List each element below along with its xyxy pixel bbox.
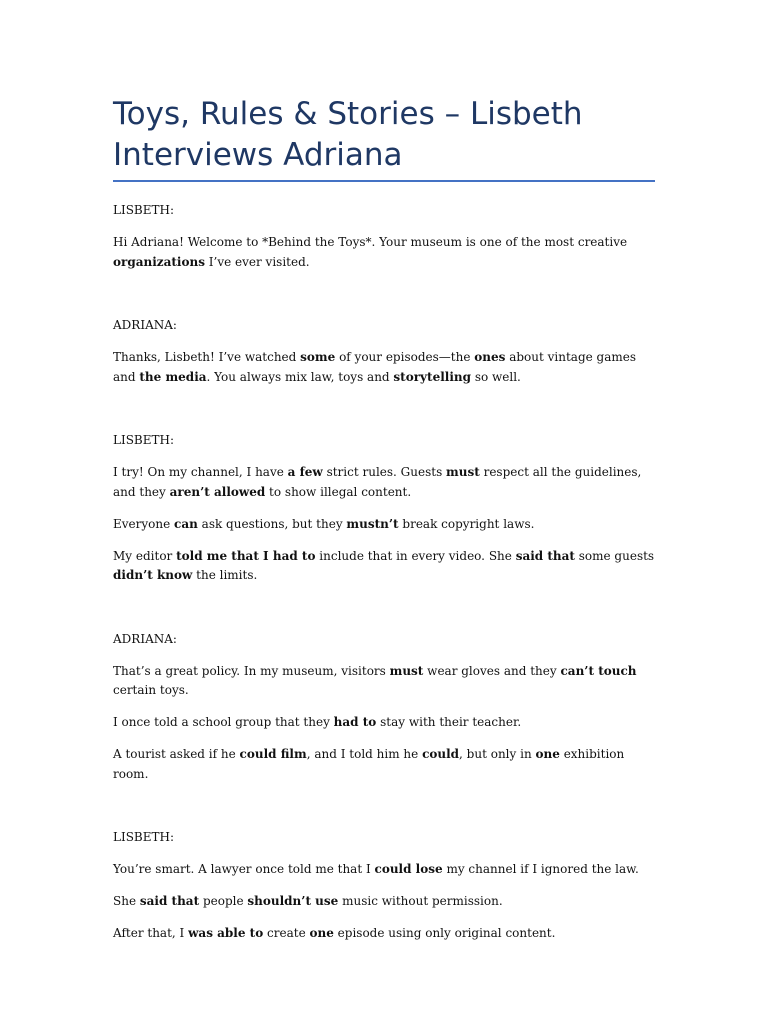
text-run: people bbox=[199, 894, 248, 908]
highlighted-phrase: organizations bbox=[113, 254, 205, 269]
speaker-label: ADRIANA: bbox=[113, 318, 177, 332]
highlighted-phrase: can bbox=[174, 516, 198, 531]
text-run: A tourist asked if he bbox=[113, 747, 240, 761]
text-run: stay with their teacher. bbox=[376, 715, 522, 729]
text-run: That’s a great policy. In my museum, visitors bbox=[113, 663, 390, 678]
dialogue-paragraph bbox=[113, 348, 658, 387]
text-run: music without permission. bbox=[338, 894, 503, 908]
highlighted-phrase: ones bbox=[474, 350, 506, 364]
text-run: certain toys. bbox=[113, 683, 189, 697]
speaker-label: ADRIANA: bbox=[113, 631, 177, 646]
text-run: include that in every video. She bbox=[315, 548, 516, 563]
text-run: respect all the guidelines, and they bbox=[113, 465, 642, 499]
title-underline bbox=[113, 180, 655, 182]
text-run: I’ve ever visited. bbox=[204, 254, 310, 269]
text-run: of your episodes—the bbox=[335, 350, 475, 364]
text-run: My editor bbox=[113, 548, 177, 563]
dialogue-paragraph bbox=[113, 713, 658, 733]
speaker-label: LISBETH: bbox=[113, 433, 175, 447]
highlighted-phrase: said that bbox=[139, 894, 200, 908]
text-run: ask questions, but they bbox=[197, 516, 347, 531]
text-run: I once told a school group that they bbox=[113, 715, 334, 729]
text-run: create bbox=[263, 926, 310, 940]
text-run: exhibition room. bbox=[113, 747, 625, 781]
text-run: about vintage games and bbox=[113, 350, 637, 384]
highlighted-phrase: was able to bbox=[188, 926, 264, 940]
text-run: the limits. bbox=[192, 568, 258, 582]
highlighted-phrase: some bbox=[300, 350, 336, 364]
text-run: Hi Adriana! Welcome to *Behind the Toys*. Your museum is one of the most creative bbox=[113, 235, 628, 249]
highlighted-phrase: had to bbox=[333, 715, 377, 729]
dialogue-paragraph bbox=[113, 892, 658, 912]
dialogue-paragraph bbox=[113, 515, 658, 535]
dialogue-paragraph bbox=[113, 745, 658, 784]
text-run: After that, I bbox=[113, 926, 189, 940]
highlighted-phrase: aren’t allowed bbox=[169, 484, 266, 499]
text-run: I try! On my channel, I have bbox=[113, 465, 288, 479]
highlighted-phrase: one bbox=[309, 926, 334, 940]
highlighted-phrase: mustn’t bbox=[346, 516, 399, 531]
highlighted-phrase: one bbox=[535, 747, 560, 761]
highlighted-phrase: a few bbox=[287, 465, 323, 479]
highlighted-phrase: didn’t know bbox=[113, 568, 193, 582]
speaker-label: LISBETH: bbox=[113, 830, 175, 844]
text-run: , but only in bbox=[459, 747, 536, 761]
text-run: break copyright laws. bbox=[398, 516, 535, 531]
text-run: . You always mix law, toys and bbox=[206, 369, 394, 384]
text-run: , and I told him he bbox=[306, 747, 423, 761]
text-run: some guests bbox=[574, 548, 655, 563]
dialogue-paragraph bbox=[113, 233, 658, 272]
speaker-label: LISBETH: bbox=[113, 203, 175, 217]
text-run: to show illegal content. bbox=[265, 484, 412, 499]
highlighted-phrase: can’t touch bbox=[560, 663, 637, 678]
text-run: my channel if I ignored the law. bbox=[442, 862, 639, 876]
text-run: episode using only original content. bbox=[333, 926, 556, 940]
highlighted-phrase: said that bbox=[515, 548, 575, 563]
dialogue-paragraph bbox=[113, 463, 658, 502]
dialogue-paragraph bbox=[113, 547, 658, 586]
text-run: wear gloves and they bbox=[423, 663, 561, 678]
text-run: You’re smart. A lawyer once told me that I bbox=[113, 862, 375, 876]
dialogue-paragraph bbox=[113, 924, 658, 944]
highlighted-phrase: shouldn’t use bbox=[247, 894, 339, 908]
text-run: strict rules. Guests bbox=[322, 465, 447, 479]
highlighted-phrase: must bbox=[389, 663, 424, 678]
dialogue-paragraph bbox=[113, 662, 658, 701]
highlighted-phrase: could bbox=[422, 747, 460, 761]
text-run: so well. bbox=[471, 369, 521, 384]
document-title: Toys, Rules & Stories – Lisbeth Interviews Adriana bbox=[113, 96, 583, 173]
text-run: She bbox=[113, 894, 140, 908]
text-run: Thanks, Lisbeth! I’ve watched bbox=[113, 350, 301, 364]
document-body bbox=[113, 201, 658, 956]
highlighted-phrase: could film bbox=[239, 747, 307, 761]
highlighted-phrase: must bbox=[446, 465, 480, 479]
dialogue-paragraph bbox=[113, 860, 658, 880]
highlighted-phrase: the media bbox=[139, 369, 207, 384]
text-run: Everyone bbox=[113, 516, 175, 531]
highlighted-phrase: storytelling bbox=[393, 369, 471, 384]
highlighted-phrase: told me that I had to bbox=[176, 548, 316, 563]
highlighted-phrase: could lose bbox=[374, 862, 443, 876]
